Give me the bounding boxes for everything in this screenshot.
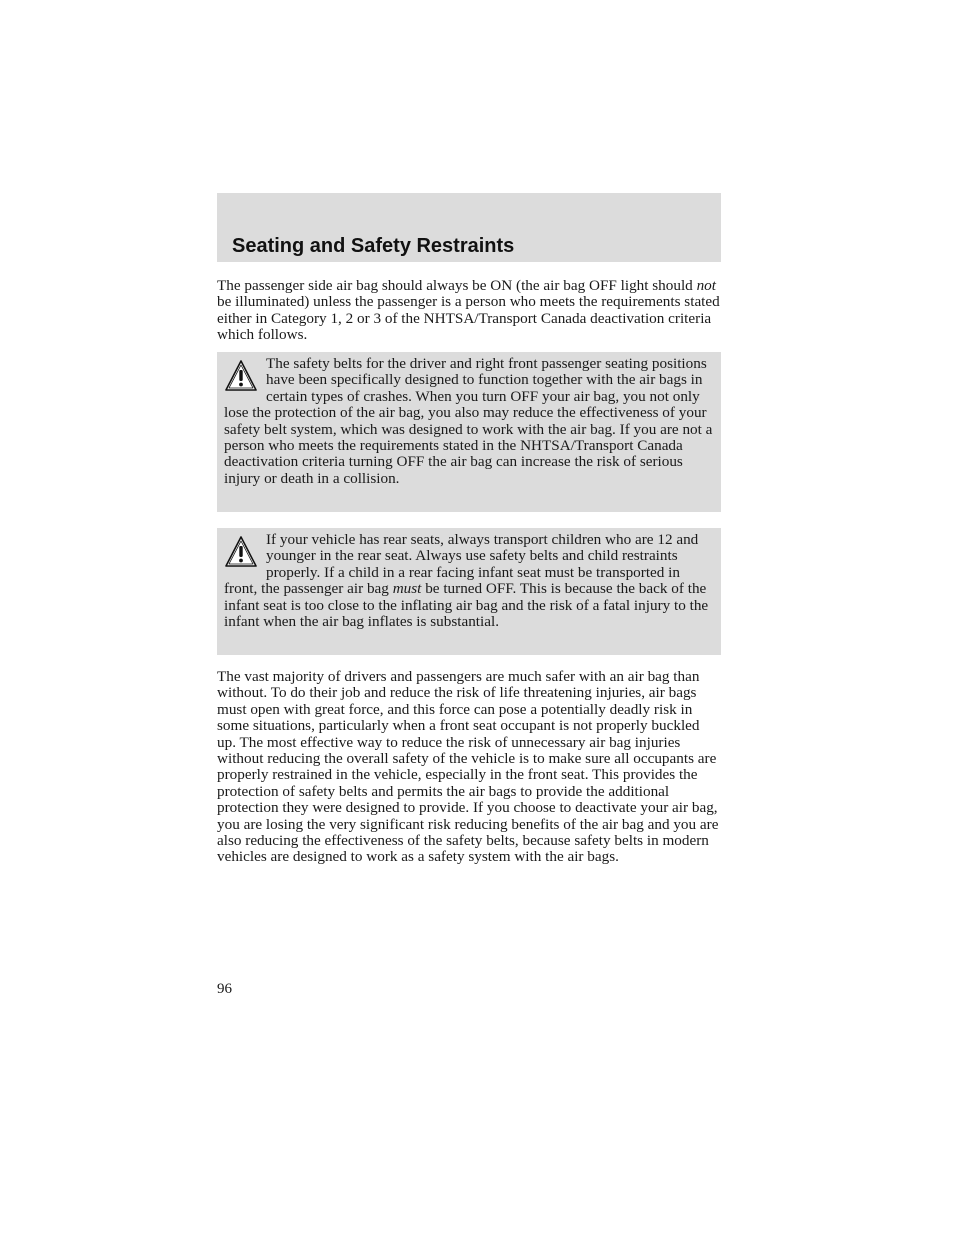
page-number: 96 [217,981,232,997]
intro-emphasis: not [696,277,716,294]
intro-text-part1: The passenger side air bag should always be ON (the air bag OFF light should [217,277,697,294]
section-header [217,193,721,262]
intro-paragraph [217,278,721,344]
warning-triangle-icon [224,359,258,393]
warning-emphasis: must [392,580,422,598]
warning-triangle-icon [224,535,258,569]
warning-text-seat-belts: The safety belts for the driver and right front passenger seating positions have been specifically designed to function together with the air bags in certain types of crashes. When you turn OFF your air bag, you not only lose the protection of the air bag, you also may reduce the effectiveness of your safety belt system, which was designed to work with the air bag. If you are not a person who meets the requirements stated in the NHTSA/Transport Canada deactivation criteria turning OFF the air bag can increase the risk of serious injury or death in a collision. [224,355,713,487]
warning-box-seat-belts [217,352,721,512]
main-paragraph: The vast majority of drivers and passengers are much safer with an air bag than without. To do their job and reduce the risk of life threatening injuries, air bags must open with great force, and this force can pose a potentially deadly risk in some situations, particularly when a front seat occupant is not properly buckled up. The most effective way to reduce the risk of unnecessary air bag injuries without reducing the overall safety of the vehicle is to make sure all occupants are properly restrained in the vehicle, especially in the front seat. This provides the protection of safety belts and permits the air bags to provide the additional protection they were designed to provide. If you choose to deactivate your air bag, you are losing the very significant risk reducing benefits of the air bag and you are also reducing the effectiveness of the safety belts, because safety belts in modern vehicles are designed to work as a safety system with the air bags. [217,668,719,866]
warning-text-rear-seats [224,532,715,630]
section-title: Seating and Safety Restraints [232,235,515,257]
warning-text-part2: be turned OFF. This is because the back of the infant seat is too close to the inflating air bag and the risk of a fatal injury to the infant when the air bag inflates is substantial. [224,580,709,631]
warning-text-part1: If your vehicle has rear seats, always transport children who are 12 and younger in the rear seat. Always use safety belts and child restraints properly. If a child in a rear facing infant seat must be transported in front, the passenger air bag [224,531,699,598]
warning-box-rear-seats [217,528,721,655]
intro-text-part2: be illuminated) unless the passenger is a person who meets the requirements stated either in Category 1, 2 or 3 of the NHTSA/Transport Canada deactivation criteria which follows. [217,293,720,344]
